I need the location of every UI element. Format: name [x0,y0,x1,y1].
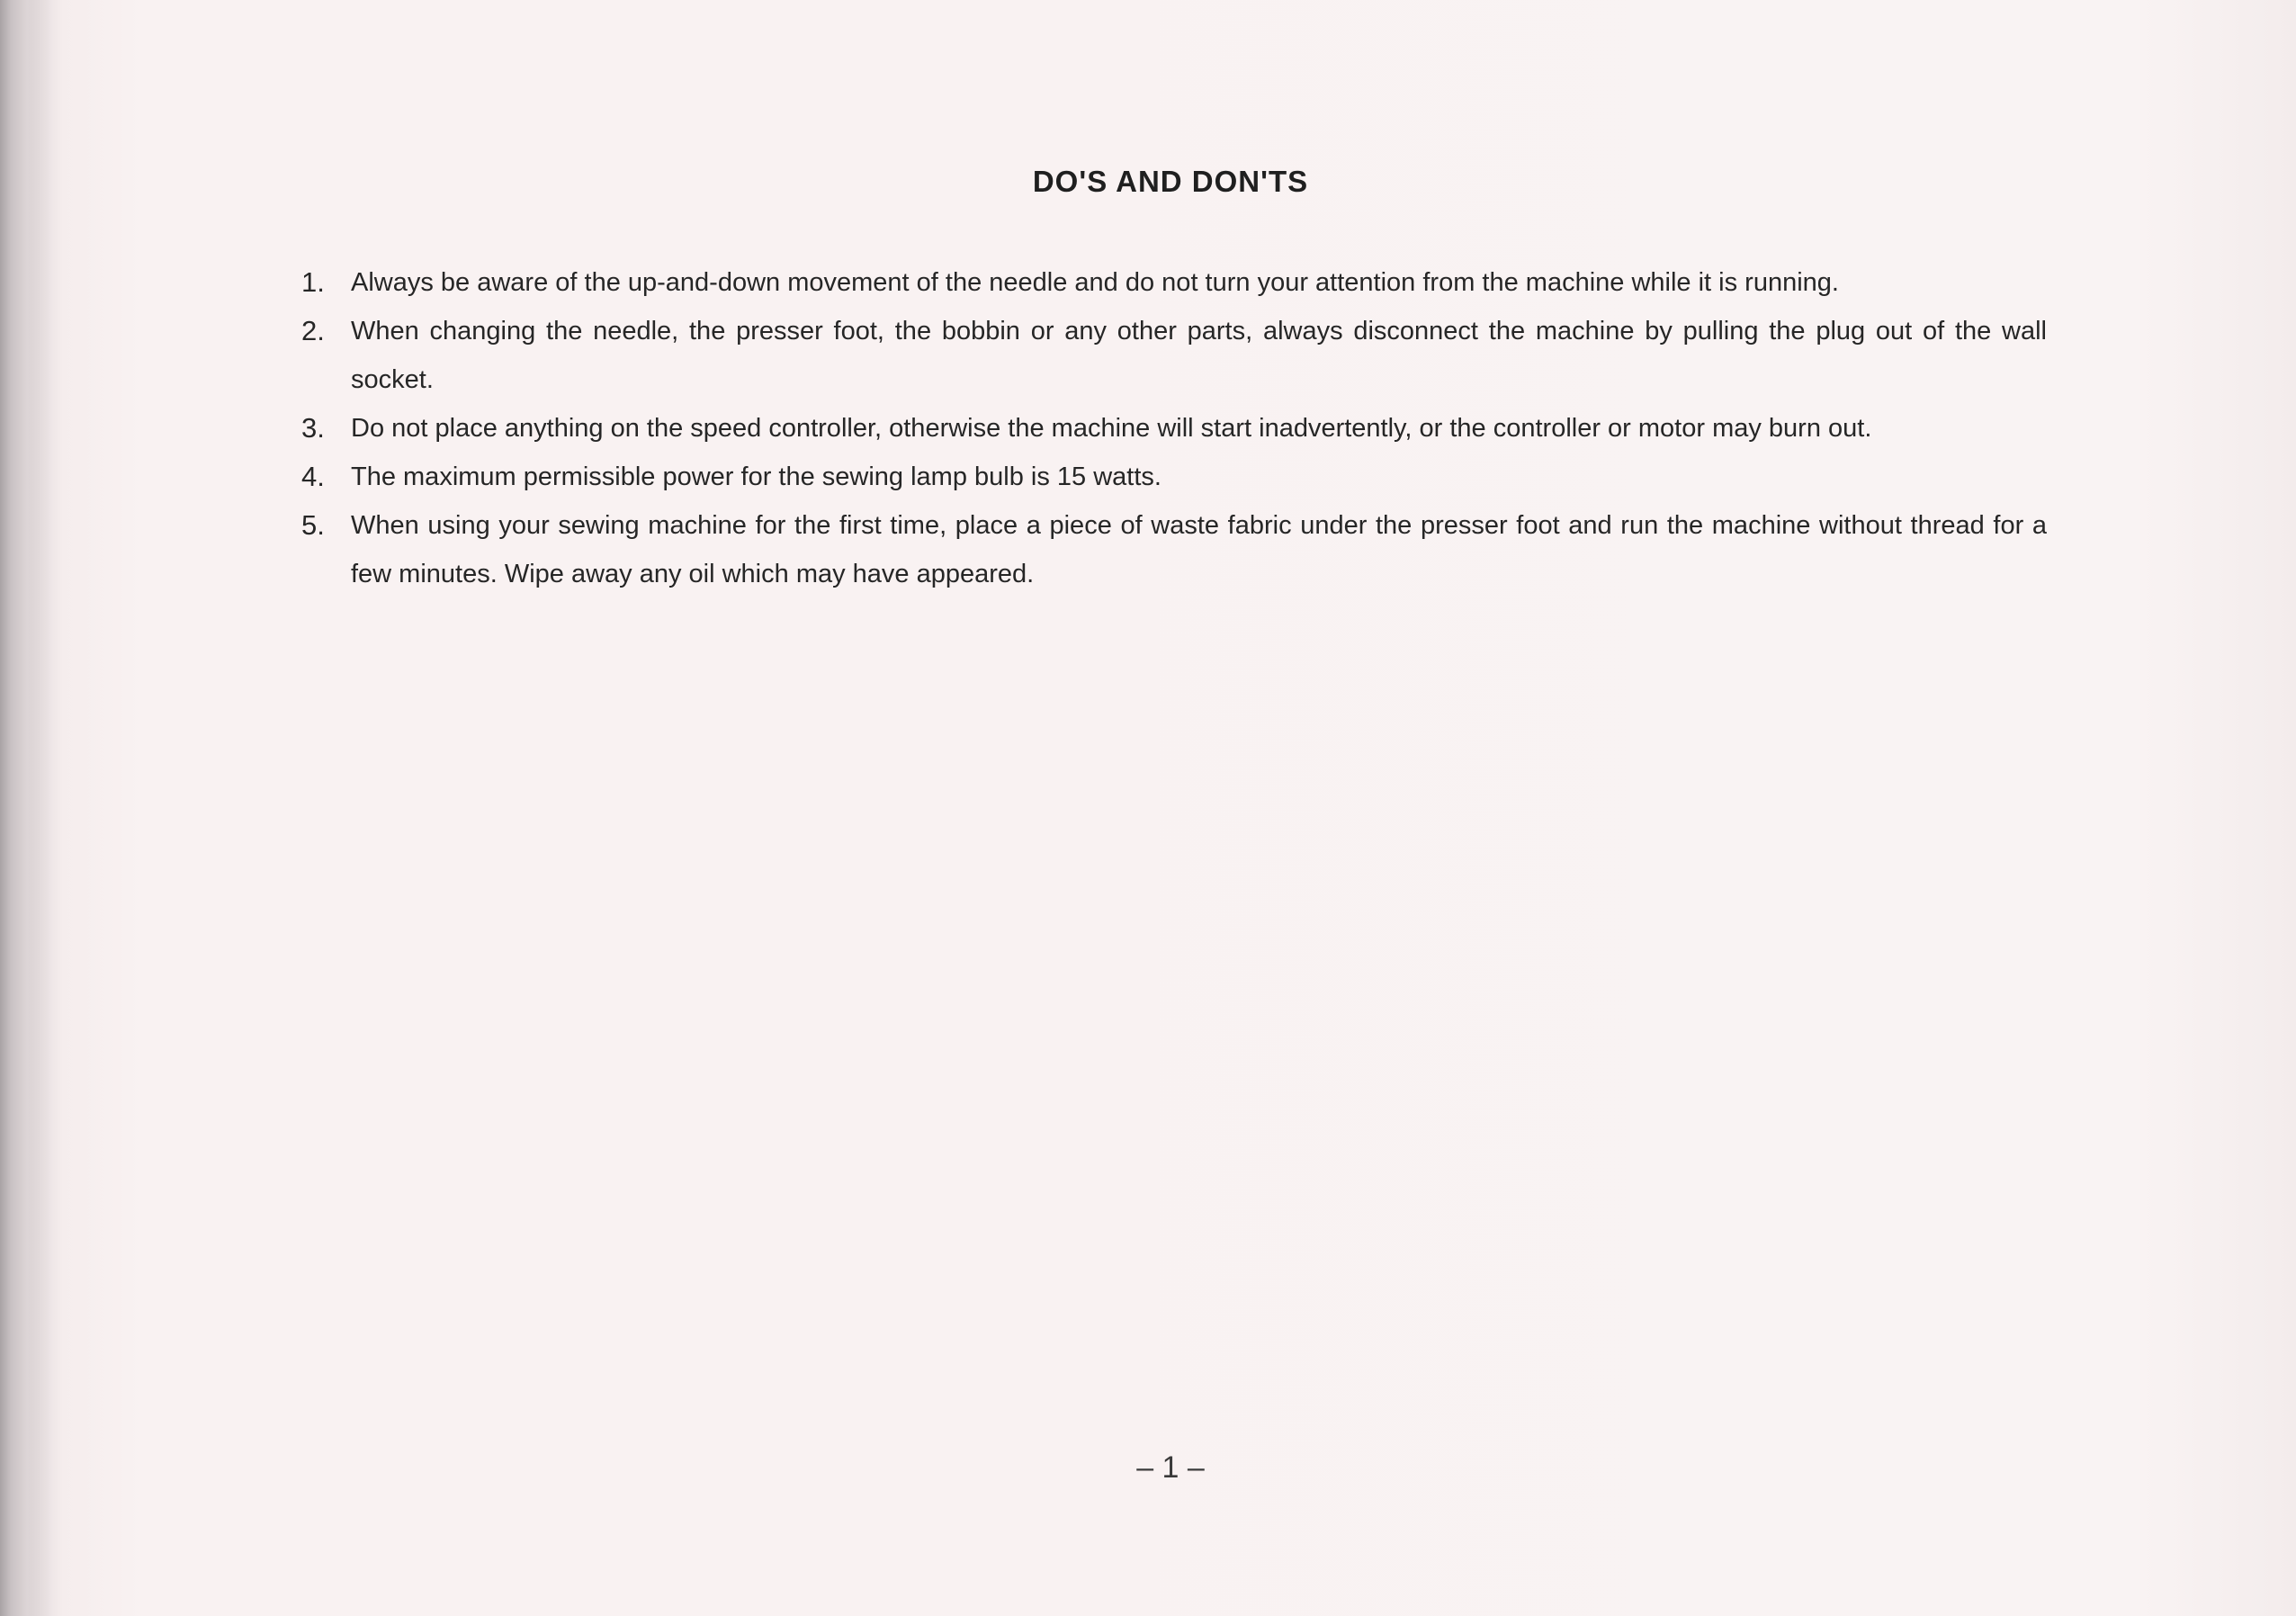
list-item-number: 3. [301,412,325,444]
page-title: DO'S AND DON'TS [1032,165,1309,198]
list-item [301,307,2047,404]
list-item-number: 2. [301,315,325,346]
list-item [301,453,2047,501]
list-item-text: Always be aware of the up-and-down movement of the needle and do not turn your attention from the machine while it is running. [351,268,1839,297]
list-item-number: 4. [301,461,325,492]
list-item [301,258,2047,307]
page-number: – 1 – [1136,1450,1205,1485]
list-item-text: When changing the needle, the presser foot, the bobbin or any other parts, always disconnect the machine by pulling the plug out of the wall socket. [351,317,2047,394]
list-item-text: Do not place anything on the speed controller, otherwise the machine will start inadvertently, or the controller or motor may burn out. [351,414,1872,443]
list-item-number: 5. [301,509,325,541]
list-item-text: When using your sewing machine for the first time, place a piece of waste fabric under the presser foot and run the machine without thread for a few minutes. Wipe away any oil which may have appeared. [351,511,2047,588]
list-item [301,404,2047,453]
list-item-text: The maximum permissible power for the sewing lamp bulb is 15 watts. [351,462,1161,491]
dos-and-donts-list [301,258,2047,598]
list-item-number: 1. [301,266,325,298]
page-binding-edge [0,0,52,1616]
list-item [301,501,2047,598]
